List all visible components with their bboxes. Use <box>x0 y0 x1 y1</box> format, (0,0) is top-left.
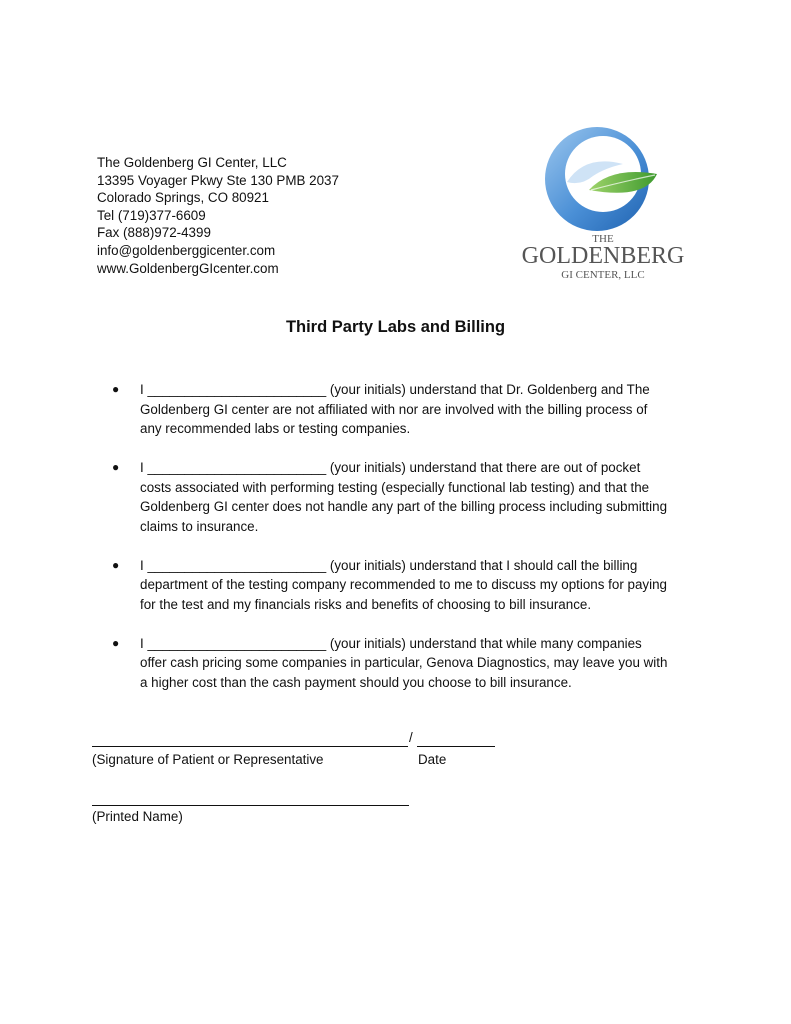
date-label: Date <box>418 752 447 767</box>
clause-text: understand that there are out of pocket costs associated with performing testing (especially functional lab testing) and that the Goldenberg GI center does not handle any part of the billing process including submitting claims to insurance. <box>140 460 668 534</box>
signature-date-slash: / <box>409 730 413 745</box>
street-address: 13395 Voyager Pkwy Ste 130 PMB 2037 <box>97 172 339 188</box>
logo-text-goldenberg: GOLDENBERG <box>521 243 685 269</box>
clause-item <box>112 458 672 536</box>
signature-label: (Signature of Patient or Representative <box>92 752 324 767</box>
clause-text: understand that while many companies offer cash pricing some companies in particular, Genova Diagnostics, may leave you with a higher cost than the cash payment should you choose to bill insurance. <box>140 635 668 690</box>
document-title: Third Party Labs and Billing <box>285 318 506 336</box>
bullet-icon: ● <box>112 460 120 474</box>
logo-text-gi-center: GI CENTER, LLC <box>561 269 645 281</box>
website-url: www.GoldenbergGIcenter.com <box>97 260 279 276</box>
goldenberg-logo <box>505 124 705 284</box>
clause-item <box>112 556 672 615</box>
bullet-icon: ● <box>112 382 120 396</box>
initials-blank: I ________________________ (your initials) <box>140 635 406 651</box>
logo-text-the: THE <box>592 233 614 245</box>
email-address: info@goldenberggicenter.com <box>97 242 276 258</box>
clause-item <box>112 380 672 439</box>
clause-item <box>112 634 672 693</box>
signature-line <box>92 746 408 747</box>
bullet-icon: ● <box>112 557 120 572</box>
clinic-address-block <box>97 154 339 277</box>
clinic-name: The Goldenberg GI Center, LLC <box>97 155 287 170</box>
phone-number: Tel (719)377-6609 <box>97 207 206 223</box>
printed-name-label: (Printed Name) <box>92 809 183 824</box>
clause-text: understand that Dr. Goldenberg and The Goldenberg GI center are not affiliated with nor are involved with the billing process of any recommended labs or testing companies. <box>140 382 650 436</box>
initials-blank: I ________________________ (your initials) <box>140 460 406 475</box>
initials-blank: I ________________________ (your initials) <box>140 557 406 573</box>
city-state-zip: Colorado Springs, CO 80921 <box>97 190 269 206</box>
clause-list <box>112 380 672 712</box>
date-line <box>417 746 495 747</box>
printed-name-line <box>92 805 409 806</box>
clause-text: understand that I should call the billing department of the testing company recommended to me to discuss my options for paying for the test and my financials risks and benefits of choosing to bill insurance. <box>140 557 667 612</box>
fax-number: Fax (888)972-4399 <box>97 225 211 241</box>
bullet-icon: ● <box>112 635 120 650</box>
initials-blank: I ________________________ (your initials) <box>140 382 406 397</box>
